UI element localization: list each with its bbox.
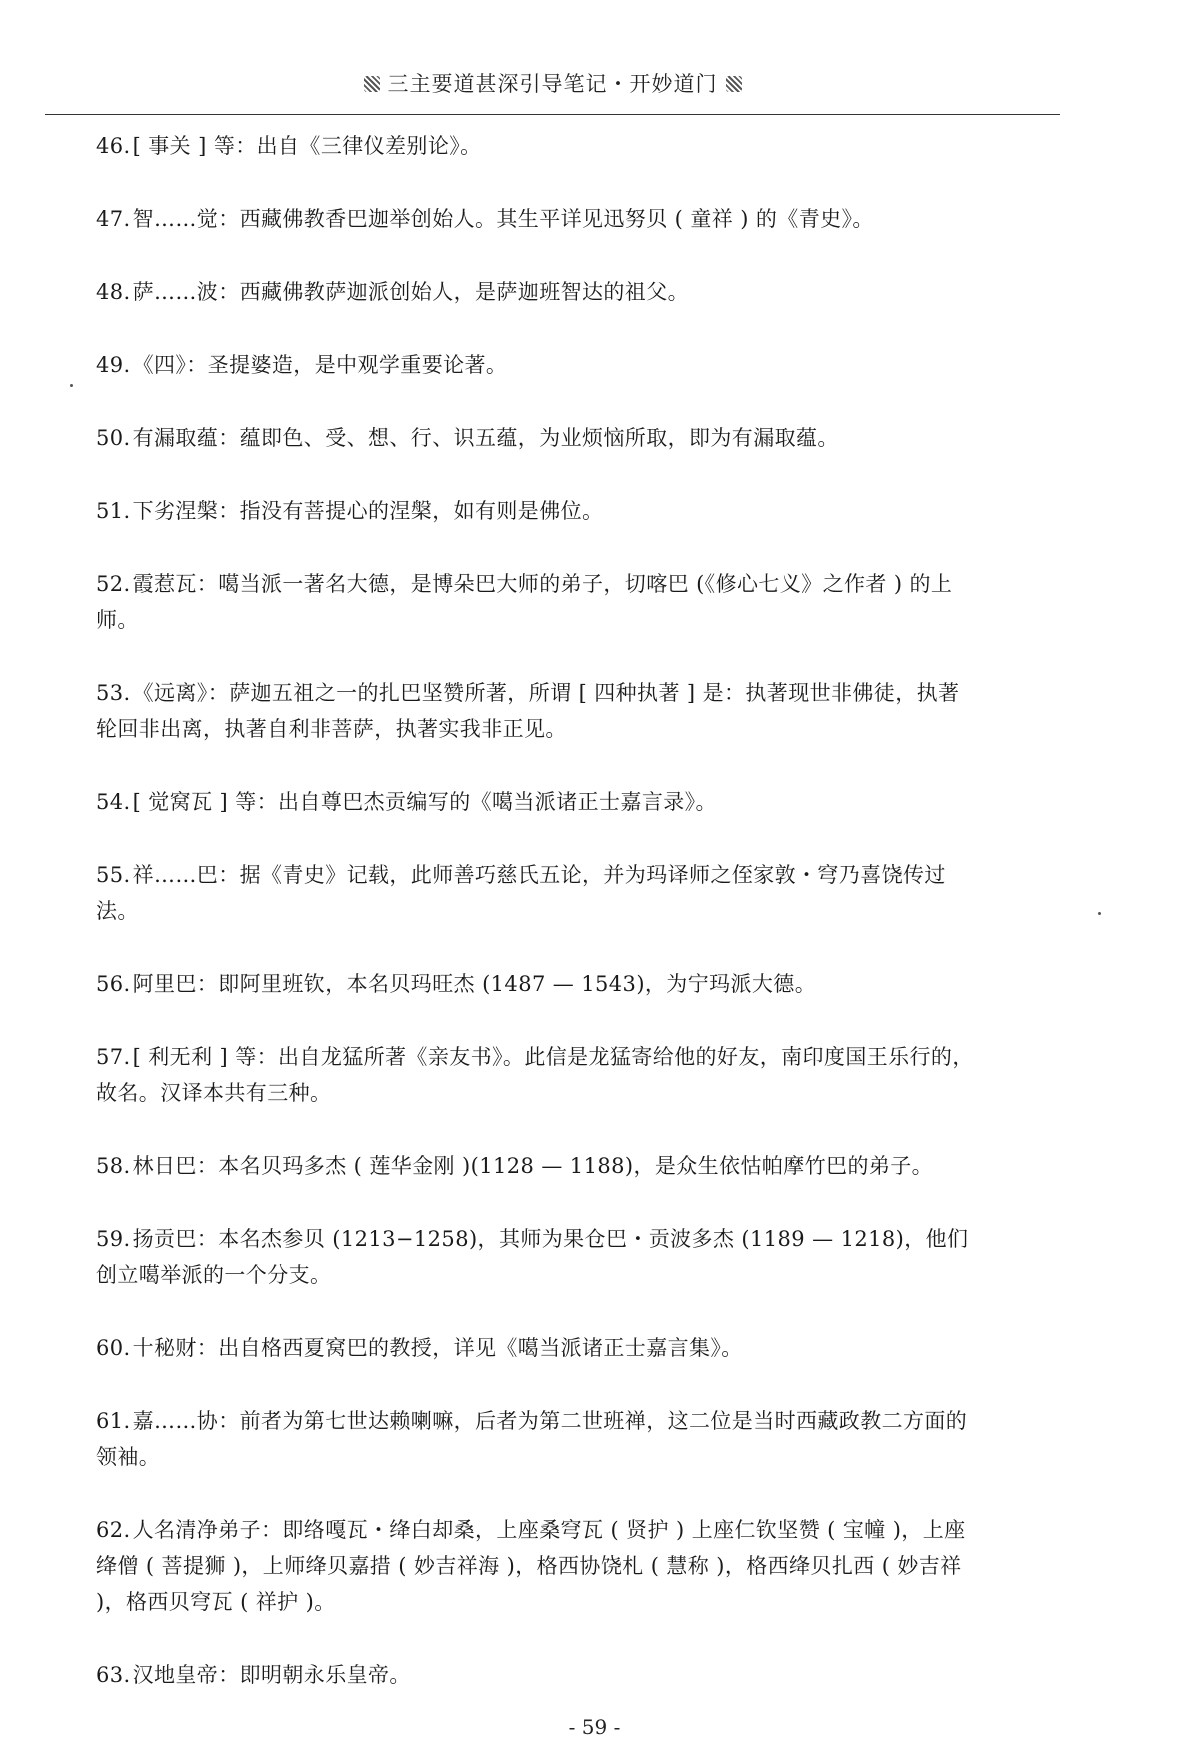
- note-item: [96, 1330, 976, 1366]
- note-number: 51.: [96, 499, 131, 523]
- note-number: 62.: [96, 1518, 131, 1542]
- note-number: 48.: [96, 280, 131, 304]
- note-item: [96, 784, 976, 820]
- scan-speck: [70, 384, 73, 387]
- note-item: [96, 128, 976, 164]
- note-text: 人名清净弟子：即络嘎瓦・绛白却桑，上座桑穹瓦 ( 贤护 ) 上座仁钦坚赞 ( 宝幢 )，上座绛僧 ( 菩提狮 )，上师绛贝嘉措 ( 妙吉祥海 )，格西协饶札 ( 慧称 )，格西绛贝扎西 ( 妙吉祥 )，格西贝穹瓦 ( 祥护 )。: [96, 1518, 966, 1614]
- note-number: 54.: [96, 790, 131, 814]
- note-number: 61.: [96, 1409, 131, 1433]
- note-item: [96, 675, 976, 747]
- note-item: [96, 1512, 976, 1620]
- header-title: 三主要道甚深引导笔记・开妙道门: [387, 72, 718, 96]
- note-number: 58.: [96, 1154, 131, 1178]
- note-item: [96, 274, 976, 310]
- note-text: 汉地皇帝：即明朝永乐皇帝。: [132, 1663, 411, 1687]
- note-item: [96, 857, 976, 929]
- note-text: 十秘财：出自格西夏窝巴的教授，详见《噶当派诸正士嘉言集》。: [132, 1336, 743, 1360]
- note-number: 57.: [96, 1045, 131, 1069]
- note-item: [96, 1221, 976, 1293]
- note-item: [96, 420, 976, 456]
- note-number: 60.: [96, 1336, 131, 1360]
- note-text: 智……觉：西藏佛教香巴迦举创始人。其生平详见迅努贝 ( 童祥 ) 的《青史》。: [132, 207, 874, 231]
- note-text: 霞惹瓦：噶当派一著名大德，是博朵巴大师的弟子，切喀巴 (《修心七义》之作者 ) 的上师。: [96, 572, 953, 632]
- note-item: [96, 566, 976, 638]
- note-item: [96, 493, 976, 529]
- note-text: [ 利无利 ] 等：出自龙猛所著《亲友书》。此信是龙猛寄给他的好友，南印度国王乐行的，故名。汉译本共有三种。: [96, 1045, 974, 1105]
- page-number: - 59 -: [568, 1715, 621, 1739]
- note-number: 56.: [96, 972, 131, 996]
- note-text: [ 觉窝瓦 ] 等：出自尊巴杰贡编写的《噶当派诸正士嘉言录》。: [132, 790, 717, 814]
- note-text: 嘉……协：前者为第七世达赖喇嘛，后者为第二世班禅，这二位是当时西藏政教二方面的领袖。: [96, 1409, 968, 1469]
- note-number: 63.: [96, 1663, 131, 1687]
- note-item: [96, 1657, 976, 1693]
- endnotes-list: [96, 128, 976, 1730]
- note-number: 47.: [96, 207, 131, 231]
- note-text: 祥……巴：据《青史》记载，此师善巧慈氏五论，并为玛译师之侄家敦・穹乃喜饶传过法。: [96, 863, 946, 923]
- note-text: 下劣涅槃：指没有菩提心的涅槃，如有则是佛位。: [132, 499, 604, 523]
- note-number: 55.: [96, 863, 131, 887]
- ornament-icon: [726, 76, 742, 92]
- note-text: 有漏取蕴：蕴即色、受、想、行、识五蕴，为业烦恼所取，即为有漏取蕴。: [132, 426, 839, 450]
- note-text: 阿里巴：即阿里班钦，本名贝玛旺杰 (1487 — 1543)，为宁玛派大德。: [132, 972, 817, 996]
- note-number: 46.: [96, 134, 131, 158]
- note-text: 林日巴：本名贝玛多杰 ( 莲华金刚 )(1128 — 1188)，是众生依怙帕摩竹巴的弟子。: [132, 1154, 934, 1178]
- note-text: 《四》：圣提婆造，是中观学重要论著。: [132, 353, 508, 377]
- note-item: [96, 966, 976, 1002]
- note-number: 49.: [96, 353, 131, 377]
- ornament-icon: [364, 76, 380, 92]
- note-item: [96, 1148, 976, 1184]
- note-item: [96, 347, 976, 383]
- note-number: 53.: [96, 681, 131, 705]
- running-header: [45, 68, 1060, 98]
- note-text: 扬贡巴：本名杰参贝 (1213−1258)，其师为果仓巴・贡波多杰 (1189 — 1218)，他们创立噶举派的一个分支。: [96, 1227, 969, 1287]
- note-number: 50.: [96, 426, 131, 450]
- note-text: [ 事关 ] 等：出自《三律仪差别论》。: [132, 134, 482, 158]
- note-number: 59.: [96, 1227, 131, 1251]
- note-text: 《远离》：萨迦五祖之一的扎巴坚赞所著，所谓 [ 四种执著 ] 是：执著现世非佛徒，执著轮回非出离，执著自利非菩萨，执著实我非正见。: [96, 681, 960, 741]
- note-number: 52.: [96, 572, 131, 596]
- note-item: [96, 201, 976, 237]
- note-item: [96, 1403, 976, 1475]
- note-text: 萨……波：西藏佛教萨迦派创始人，是萨迦班智达的祖父。: [132, 280, 690, 304]
- scan-speck: [1098, 912, 1101, 915]
- header-rule: [45, 114, 1060, 115]
- note-item: [96, 1039, 976, 1111]
